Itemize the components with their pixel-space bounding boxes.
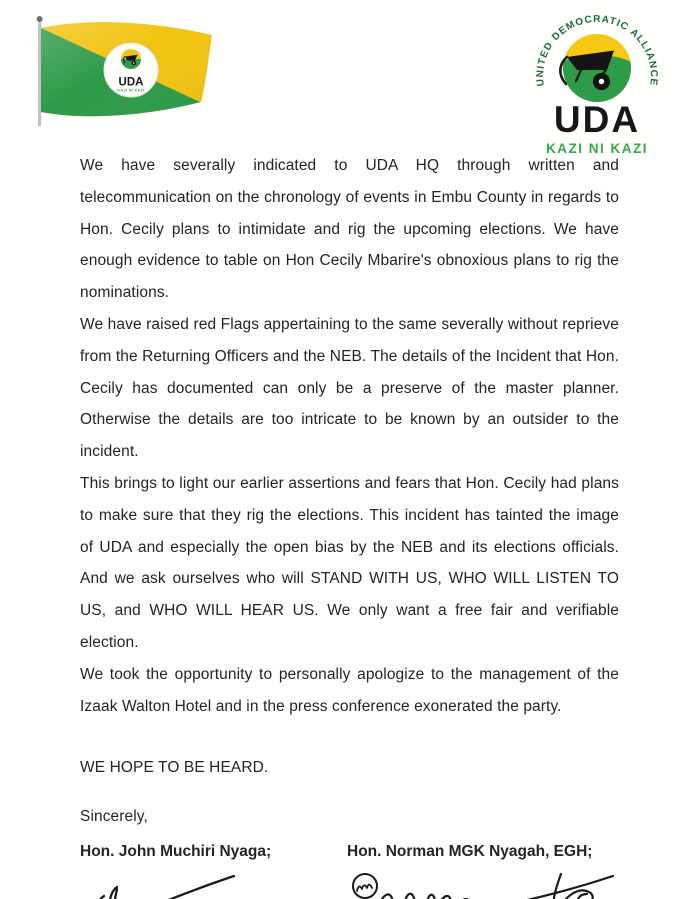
flag-emblem-slogan: KAZI NI KAZI [117, 88, 145, 93]
signature-john-image [80, 870, 242, 899]
logo-slogan: KAZI NI KAZI [546, 141, 648, 156]
salutation: Sincerely, [80, 808, 148, 826]
letter-body [80, 150, 619, 899]
body-paragraph-1: We have severally indicated to UDA HQ through written and telecommunication on the chronology of events in Embu County in regards to Hon. Cecily plans to intimidate and rig the upcoming elections. We have enough evidence to table on Hon Cecily Mbarire's obnoxious plans to rig the nominations. [80, 157, 619, 302]
signatory-norman [347, 836, 619, 899]
logo-graphic [521, 8, 673, 107]
flag-pole [38, 20, 41, 126]
signatory-name-john: Hon. John Muchiri Nyaga; [80, 842, 272, 860]
logo-arc-text: UNITED DEMOCRATIC ALLIANCE [534, 13, 660, 87]
body-paragraph-4: We took the opportunity to personally apologize to the management of the Izaak Walton Hotel and in the press conference exonerated the party. [80, 665, 619, 715]
flag-graphic [28, 12, 226, 132]
signature-block [80, 836, 619, 899]
signatory-name-norman: Hon. Norman MGK Nyagah, EGH; [347, 842, 593, 860]
flag-emblem-initials: UDA [118, 76, 144, 89]
signatory-john [80, 836, 347, 899]
hope-line: WE HOPE TO BE HEARD. [80, 759, 269, 777]
body-paragraph-3: This brings to light our earlier assertions and fears that Hon. Cecily had plans to make sure that they rig the elections. This incident has tainted the image of UDA and especially the open bias by the NEB and its elections officials. And we ask ourselves who will STAND WITH US, WHO WILL LISTEN TO US, and WHO WILL HEAR US. We only want a free fair and verifiable election. [80, 474, 619, 651]
logo-initials: UDA [553, 99, 641, 140]
uda-flag-image [28, 12, 226, 132]
signature-norman-image [347, 870, 619, 899]
uda-party-logo [519, 8, 675, 156]
body-paragraph-2: We have raised red Flags appertaining to the same severally without reprieve from the Returning Officers and the NEB. The details of the Incident that Hon. Cecily has documented can only be a preserve of the master planner. Otherwise the details are too intricate to be known by an outsider to the incident. [80, 315, 619, 461]
flag-emblem [104, 43, 158, 97]
